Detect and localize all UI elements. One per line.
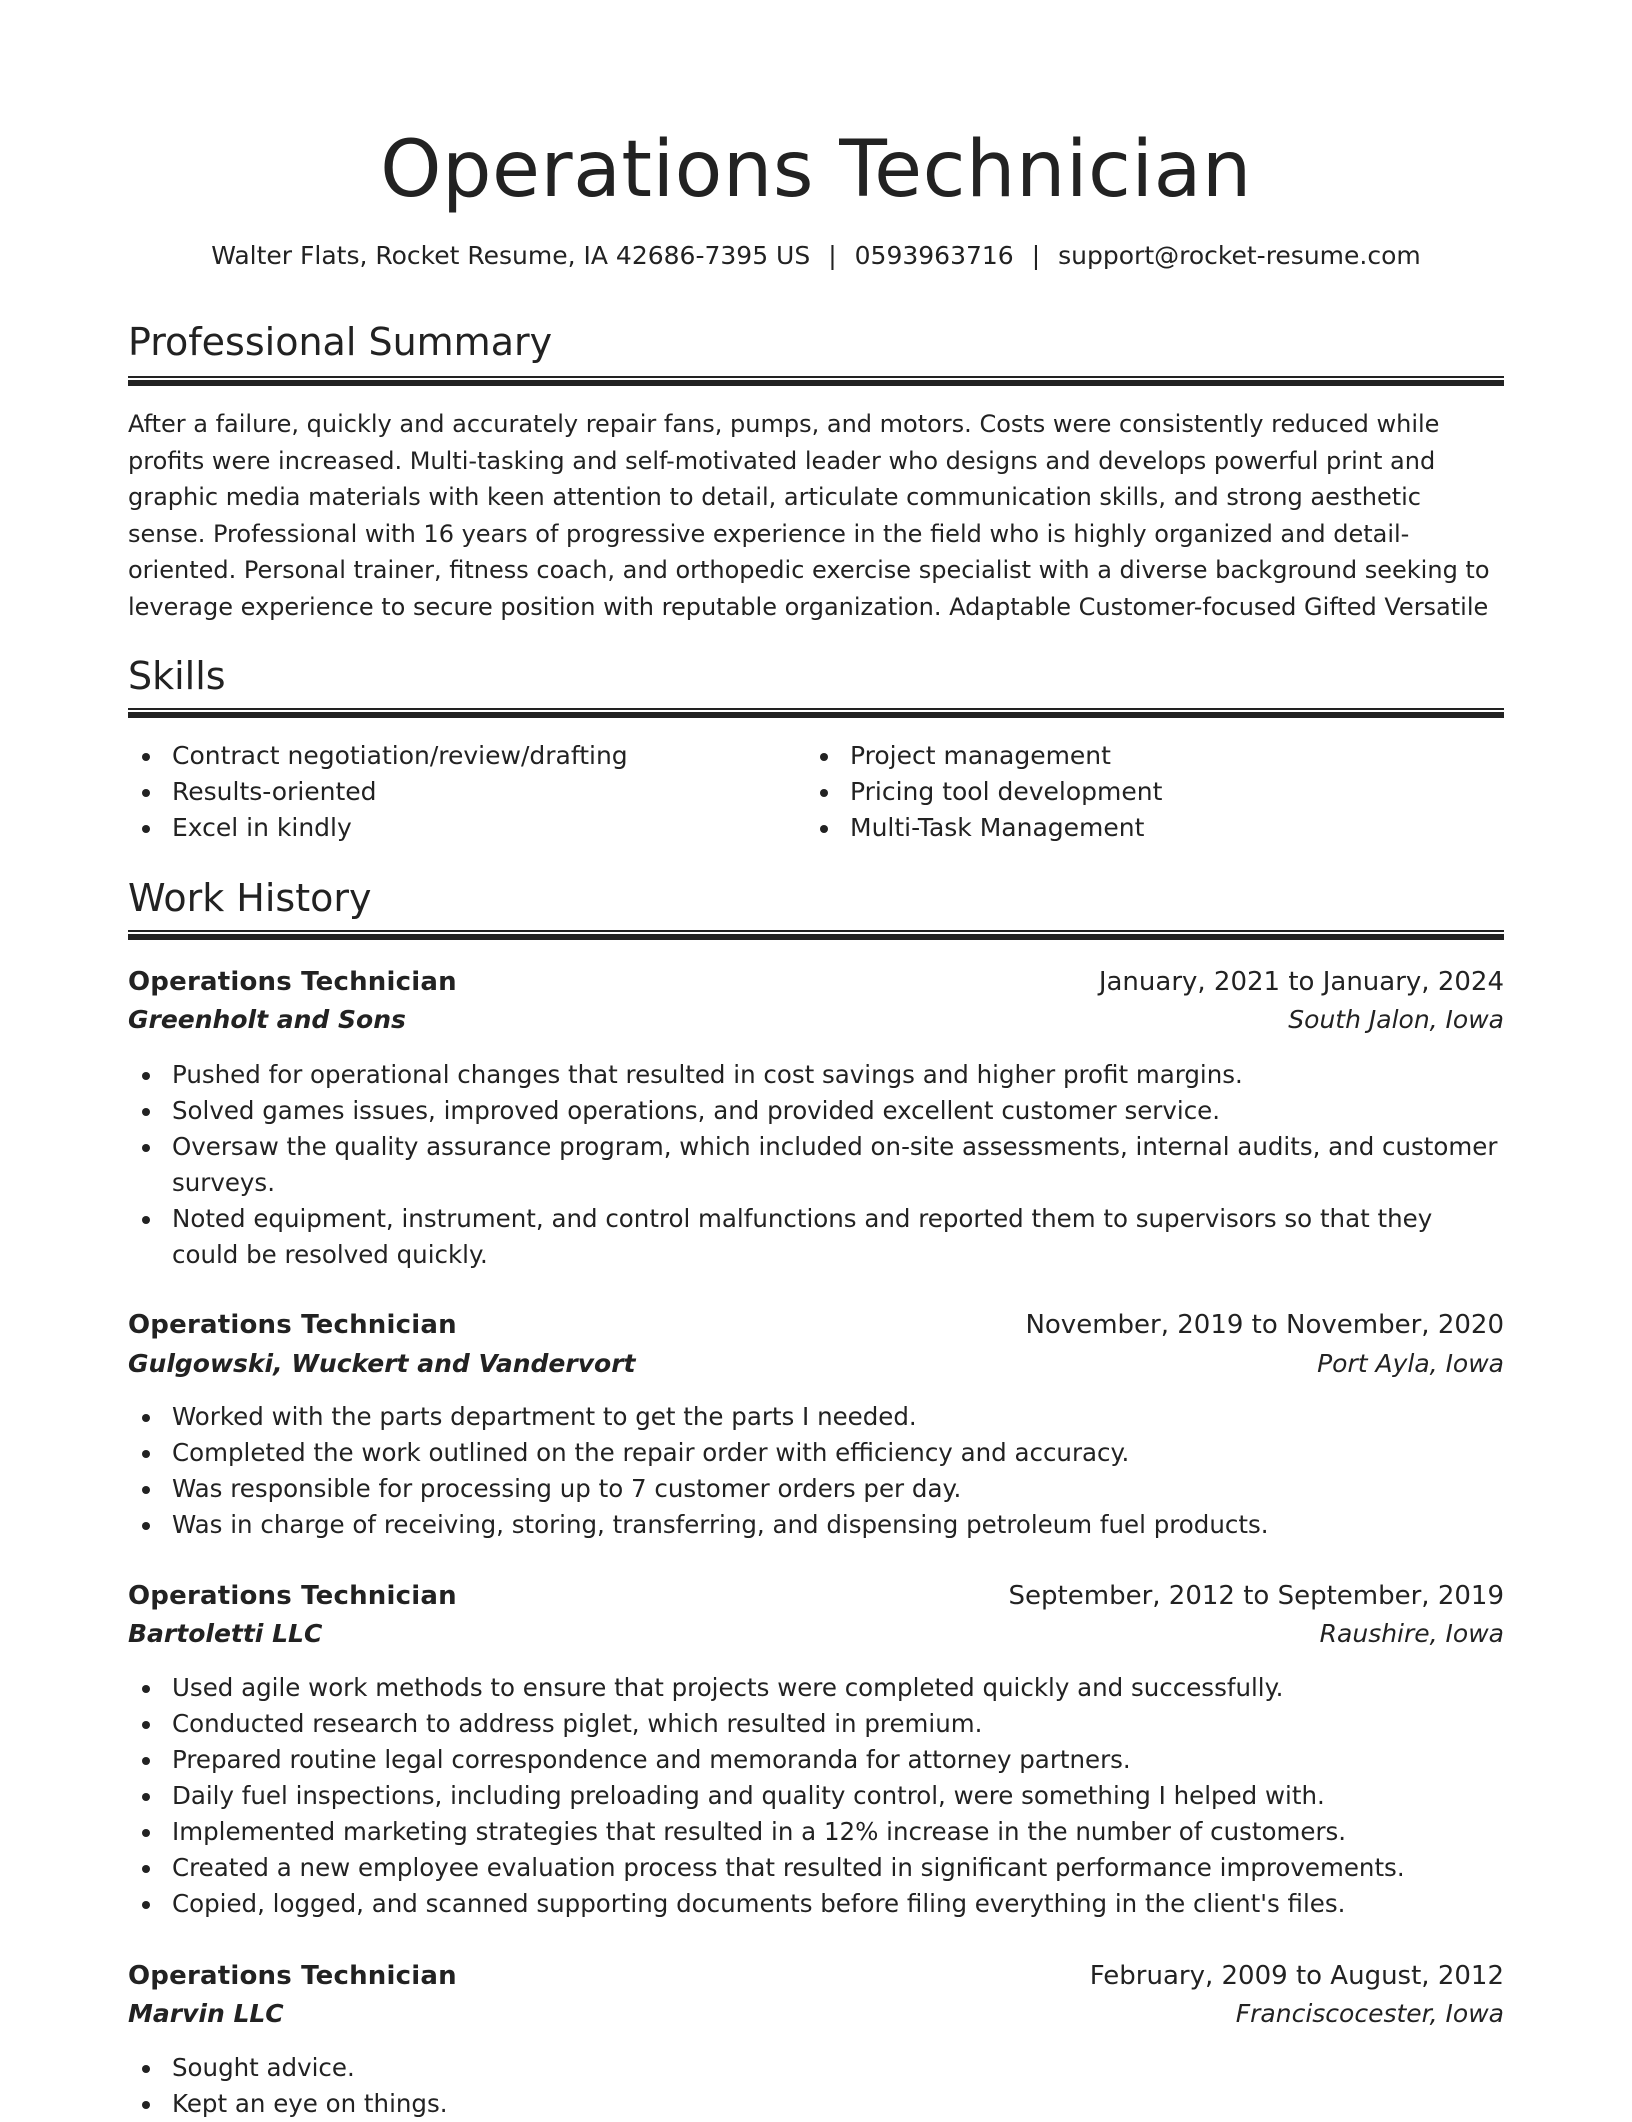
contact-line	[128, 236, 1504, 276]
section-heading-skills: Skills	[128, 654, 226, 698]
job-bullet: Sought advice.	[128, 2050, 1504, 2086]
skill-item: Results-oriented	[128, 774, 778, 810]
job-dates: September, 2012 to September, 2019	[1008, 1581, 1504, 1611]
job-company: Marvin LLC	[128, 1999, 284, 2028]
job-title: Operations Technician	[128, 967, 457, 997]
job-bullet: Worked with the parts department to get the parts I needed.	[128, 1399, 1504, 1435]
job-location: Franciscocester, Iowa	[1235, 1999, 1504, 2028]
contact-email: support@rocket-resume.com	[1058, 241, 1421, 270]
skill-item: Pricing tool development	[806, 774, 1456, 810]
job-company: Bartoletti LLC	[128, 1619, 323, 1648]
job-bullet: Kept an eye on things.	[128, 2086, 1504, 2122]
job-bullet: Daily fuel inspections, including preloading and quality control, were something I helped with.	[128, 1778, 1504, 1814]
resume-title: Operations Technician	[380, 125, 1252, 215]
job-bullet: Oversaw the quality assurance program, which included on-site assessments, internal audits, and customer surveys.	[128, 1129, 1504, 1201]
contact-separator: |	[1031, 241, 1041, 270]
job-bullet: Created a new employee evaluation process that resulted in significant performance improvements.	[128, 1850, 1504, 1886]
job-bullet: Conducted research to address piglet, which resulted in premium.	[128, 1706, 1504, 1742]
job-company: Greenholt and Sons	[128, 1005, 406, 1034]
skill-item: Excel in kindly	[128, 810, 778, 846]
skill-item: Contract negotiation/review/drafting	[128, 738, 778, 774]
job-location: South Jalon, Iowa	[1288, 1005, 1504, 1034]
job-bullet: Used agile work methods to ensure that projects were completed quickly and successfully.	[128, 1670, 1504, 1706]
section-divider	[128, 708, 1504, 718]
summary-text: After a failure, quickly and accurately repair fans, pumps, and motors. Costs were consistently reduced while profits were increased. Multi-tasking and self-motivated leader who designs and develops powerful print and graphic media materials with keen attention to detail, articulate communication skills, and strong aesthetic sense. Professional with 16 years of progressive experience in the field who is highly organized and detail-oriented. Personal trainer, fitness coach, and orthopedic exercise specialist with a diverse background seeking to leverage experience to secure position with reputable organization. Adaptable Customer-focused Gifted Versatile	[128, 410, 1490, 621]
job-bullets	[128, 1399, 1504, 1543]
job-location: Raushire, Iowa	[1319, 1619, 1504, 1648]
job-bullet: Completed the work outlined on the repair order with efficiency and accuracy.	[128, 1435, 1504, 1471]
job-title: Operations Technician	[128, 1961, 457, 1991]
section-divider	[128, 376, 1504, 386]
job-bullet: Noted equipment, instrument, and control malfunctions and reported them to supervisors so that they could be resolved quickly.	[128, 1201, 1504, 1273]
skill-item: Multi-Task Management	[806, 810, 1456, 846]
job-bullets	[128, 1670, 1504, 1922]
job-bullets	[128, 2050, 1504, 2122]
job-dates: January, 2021 to January, 2024	[1098, 967, 1504, 997]
section-divider	[128, 930, 1504, 940]
job-bullets	[128, 1057, 1504, 1273]
section-heading-work-history: Work History	[128, 876, 372, 920]
job-dates: February, 2009 to August, 2012	[1089, 1961, 1504, 1991]
job-bullet: Prepared routine legal correspondence and memoranda for attorney partners.	[128, 1742, 1504, 1778]
job-bullet: Solved games issues, improved operations, and provided excellent customer service.	[128, 1093, 1504, 1129]
contact-phone: 0593963716	[854, 241, 1014, 270]
job-company: Gulgowski, Wuckert and Vandervort	[128, 1349, 636, 1378]
job-bullet: Pushed for operational changes that resulted in cost savings and higher profit margins.	[128, 1057, 1504, 1093]
skill-item: Project management	[806, 738, 1456, 774]
job-title: Operations Technician	[128, 1581, 457, 1611]
skills-list-left	[128, 738, 778, 846]
job-bullet: Was in charge of receiving, storing, transferring, and dispensing petroleum fuel products.	[128, 1507, 1504, 1543]
contact-separator: |	[828, 241, 837, 270]
job-bullet: Was responsible for processing up to 7 customer orders per day.	[128, 1471, 1504, 1507]
job-bullet: Copied, logged, and scanned supporting documents before filing everything in the client's files.	[128, 1886, 1504, 1922]
section-heading-summary: Professional Summary	[128, 320, 553, 364]
skills-list-right	[806, 738, 1456, 846]
contact-address: Walter Flats, Rocket Resume, IA 42686-7395 US	[211, 241, 811, 270]
job-title: Operations Technician	[128, 1310, 457, 1340]
job-location: Port Ayla, Iowa	[1317, 1349, 1504, 1378]
job-bullet: Implemented marketing strategies that resulted in a 12% increase in the number of customers.	[128, 1814, 1504, 1850]
job-dates: November, 2019 to November, 2020	[1025, 1310, 1504, 1340]
